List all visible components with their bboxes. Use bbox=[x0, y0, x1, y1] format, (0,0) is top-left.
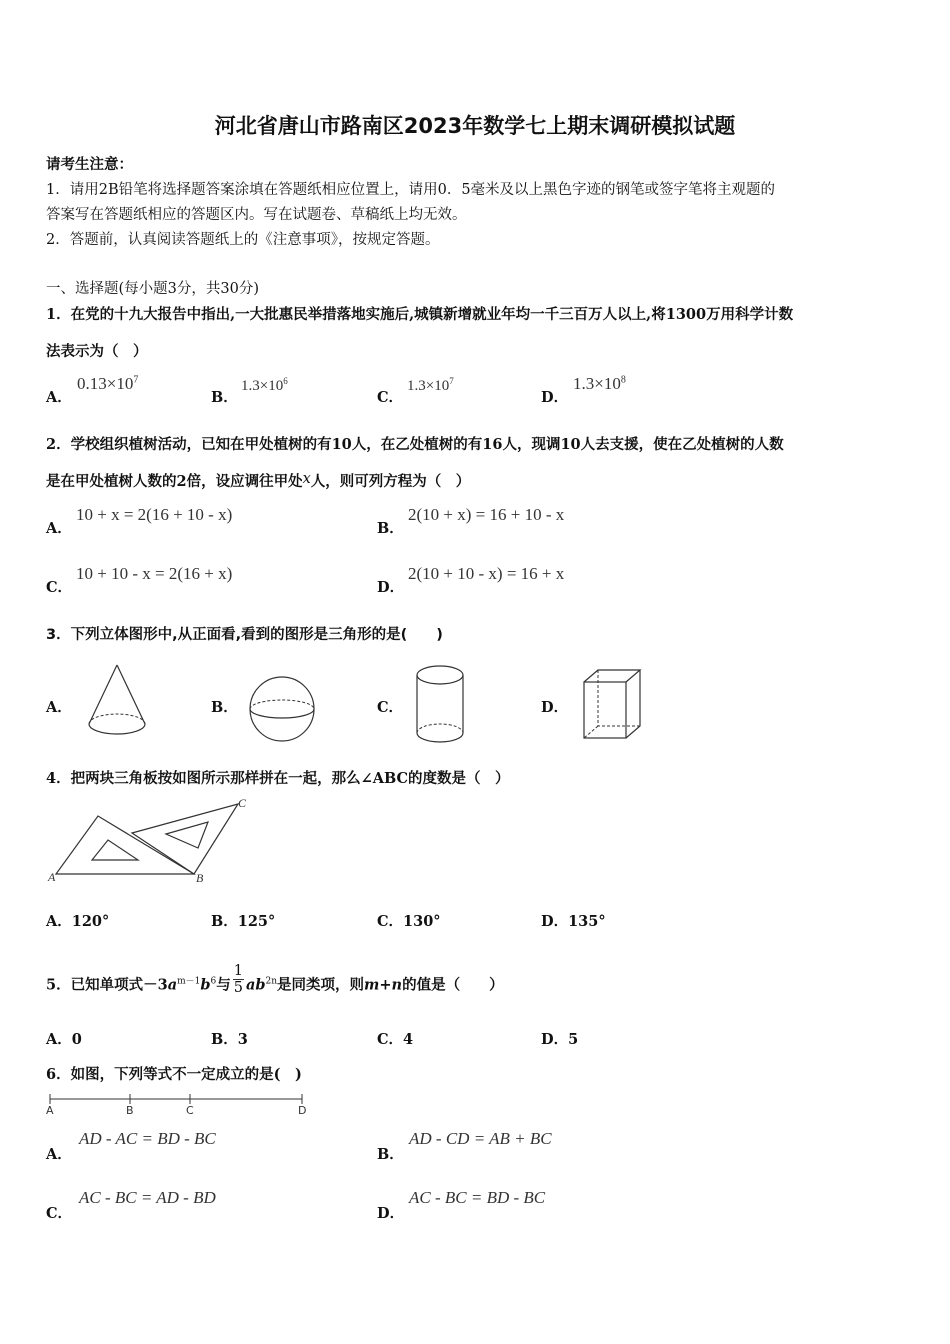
notice-line-1b: 答案写在答题纸相应的答题区内。写在试题卷、草稿纸上均无效。 bbox=[46, 207, 467, 223]
q1-stem-line-1: 1．在党的十九大报告中指出,一大批惠民举措落地实施后,城镇新增就业年均一千三百万人以上,将1300万用科学计数 bbox=[46, 306, 794, 323]
q2-option-c-label: C． bbox=[46, 579, 73, 596]
point-a-label: A bbox=[48, 870, 56, 884]
q6-option-a-label: A． bbox=[46, 1146, 72, 1163]
line-point-b: B bbox=[126, 1104, 134, 1117]
section-heading: 一、选择题(每小题3分，共30分) bbox=[46, 281, 259, 297]
q1-option-a-label: A． bbox=[46, 389, 72, 406]
point-b-label: B bbox=[196, 871, 204, 885]
q2-option-a-label: A． bbox=[46, 520, 72, 537]
q6-option-a: AD - AC = BD - BC bbox=[79, 1129, 216, 1148]
q2-stem-line-2: 是在甲处植树人数的2倍，设应调往甲处x人，则可列方程为（ ） bbox=[46, 471, 471, 490]
q1-option-c-label: C． bbox=[377, 389, 404, 406]
q1-option-a: $0.13\times 10^7$ bbox=[77, 374, 139, 393]
q5-stem: 5．已知单项式$-3a^{m-1}b^6$与 $\frac{1}{5}$ $ab^{2n}$是同类项，则m+n的值是（ ） bbox=[46, 963, 504, 996]
q4-option-d: D．135° bbox=[541, 913, 606, 930]
q1-option-b-label: B． bbox=[211, 389, 238, 406]
q2-option-b: 2(10 + x) = 16 + 10 - x bbox=[408, 505, 565, 524]
q6-option-c-label: C． bbox=[46, 1205, 73, 1222]
q2-option-b-label: B． bbox=[377, 520, 404, 537]
q2-option-a: 10 + x = 2(16 + 10 - x) bbox=[76, 505, 233, 524]
q5-option-d: D．5 bbox=[541, 1031, 579, 1048]
page-title: 河北省唐山市路南区2023年数学七上期末调研模拟试题 bbox=[214, 114, 736, 138]
q4-stem: 4．把两块三角板按如图所示那样拼在一起，那么∠ABC的度数是（ ） bbox=[46, 770, 510, 787]
q4-option-c: C．130° bbox=[377, 913, 441, 930]
notice-line-2: 2．答题前，认真阅读答题纸上的《注意事项》，按规定答题。 bbox=[46, 232, 440, 248]
notice-line-1: 1．请用2B铅笔将选择题答案涂填在答题纸相应位置上，请用0．5毫米及以上黑色字迹的钢笔或签字笔将主观题的 bbox=[46, 182, 776, 198]
q6-stem: 6．如图，下列等式不一定成立的是( ) bbox=[46, 1066, 302, 1083]
q3-option-a-label: A． bbox=[46, 699, 72, 716]
q1-option-d: $1.3\times 10^8$ bbox=[573, 374, 626, 393]
q4-option-a: A．120° bbox=[46, 913, 110, 930]
q2-stem-line-1: 2．学校组织植树活动，已知在甲处植树的有10人，在乙处植树的有16人，现调10人去支援，使在乙处植树的人数 bbox=[46, 436, 784, 453]
q1-option-c: $1.3\times 10^7$ bbox=[407, 376, 454, 394]
q1-option-d-label: D． bbox=[541, 389, 569, 406]
q5-option-a: A．0 bbox=[46, 1031, 82, 1048]
notice-heading: 请考生注意： bbox=[46, 156, 133, 173]
q6-option-c: AC - BC = AD - BD bbox=[79, 1188, 216, 1207]
q5-option-b: B．3 bbox=[211, 1031, 248, 1048]
q6-option-d: AC - BC = BD - BC bbox=[409, 1188, 546, 1207]
line-point-c: C bbox=[186, 1104, 194, 1117]
q1-stem-line-2: 法表示为（ ） bbox=[46, 343, 148, 360]
q3-option-d-label: D． bbox=[541, 699, 569, 716]
q5-option-c: C．4 bbox=[377, 1031, 414, 1048]
q3-option-c-label: C． bbox=[377, 699, 404, 716]
line-point-d: D bbox=[298, 1104, 307, 1117]
triangle-rulers-figure bbox=[48, 796, 258, 888]
q1-option-b: $1.3\times 10^6$ bbox=[241, 376, 288, 394]
q4-option-b: B．125° bbox=[211, 913, 276, 930]
cylinder-icon bbox=[414, 664, 466, 746]
number-line-figure bbox=[44, 1092, 314, 1116]
q2-option-d-label: D． bbox=[377, 579, 405, 596]
q2-option-d: 2(10 + 10 - x) = 16 + x bbox=[408, 564, 565, 583]
cone-icon bbox=[84, 662, 150, 746]
q6-option-b: AD - CD = AB + BC bbox=[409, 1129, 552, 1148]
q3-stem: 3．下列立体图形中,从正面看,看到的图形是三角形的是( ) bbox=[46, 627, 443, 643]
q3-option-b-label: B． bbox=[211, 699, 238, 716]
point-c-label: C bbox=[238, 796, 247, 810]
sphere-icon bbox=[248, 674, 316, 744]
q2-option-c: 10 + 10 - x = 2(16 + x) bbox=[76, 564, 233, 583]
q6-option-b-label: B． bbox=[377, 1146, 404, 1163]
cuboid-icon bbox=[582, 668, 644, 742]
q6-option-d-label: D． bbox=[377, 1205, 405, 1222]
line-point-a: A bbox=[46, 1104, 54, 1117]
